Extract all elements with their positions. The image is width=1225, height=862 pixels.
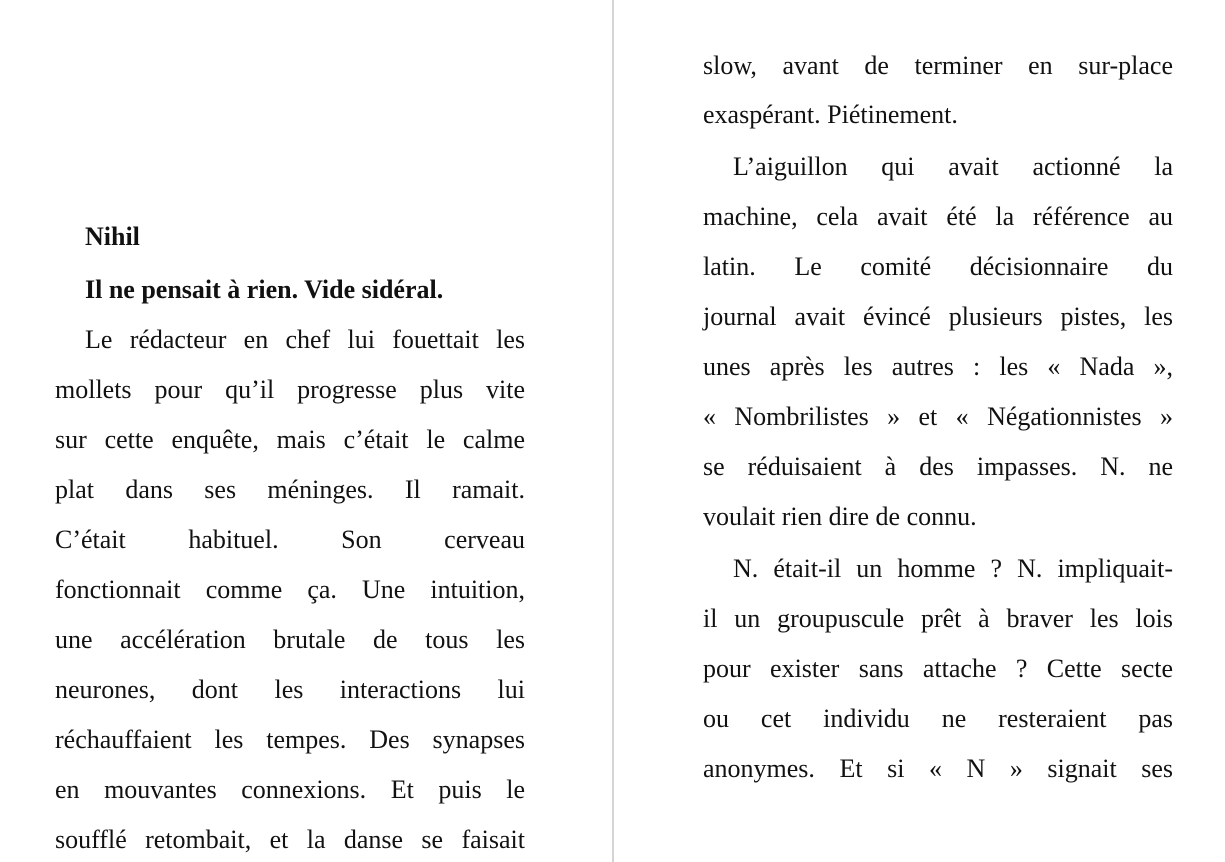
text-line: en mouvantes connexions. Et puis le <box>55 775 525 804</box>
text-line: plat dans ses méninges. Il ramait. <box>55 475 525 504</box>
text-line: unes après les autres : les « Nada », <box>703 352 1173 381</box>
chapter-title: Nihil <box>85 222 140 251</box>
text-line: réchauffaient les tempes. Des synapses <box>55 725 525 754</box>
text-line: journal avait évincé plusieurs pistes, les <box>703 302 1173 331</box>
text-line: neurones, dont les interactions lui <box>55 675 525 704</box>
text-line: Le rédacteur en chef lui fouettait les <box>85 325 525 354</box>
right-page <box>615 0 1225 862</box>
text-line: « Nombrilistes » et « Négationnistes » <box>703 402 1173 431</box>
left-page <box>0 0 612 862</box>
text-line: N. était-il un homme ? N. impliquait- <box>733 554 1173 583</box>
text-line: se réduisaient à des impasses. N. ne <box>703 452 1173 481</box>
page-divider <box>612 0 614 862</box>
text-line: L’aiguillon qui avait actionné la <box>733 152 1173 181</box>
text-line: exaspérant. Piétinement. <box>703 100 958 129</box>
text-line: anonymes. Et si « N » signait ses <box>703 754 1173 783</box>
text-line: ou cet individu ne resteraient pas <box>703 704 1173 733</box>
text-line: pour exister sans attache ? Cette secte <box>703 654 1173 683</box>
text-line: voulait rien dire de connu. <box>703 502 977 531</box>
text-line: slow, avant de terminer en sur-place <box>703 51 1173 80</box>
text-line: machine, cela avait été la référence au <box>703 202 1173 231</box>
text-line: soufflé retombait, et la danse se faisait <box>55 825 525 854</box>
text-line: mollets pour qu’il progresse plus vite <box>55 375 525 404</box>
text-line: latin. Le comité décisionnaire du <box>703 252 1173 281</box>
text-line: fonctionnait comme ça. Une intuition, <box>55 575 525 604</box>
text-line: C’était habituel. Son cerveau <box>55 525 525 554</box>
text-line: sur cette enquête, mais c’était le calme <box>55 425 525 454</box>
text-line: il un groupuscule prêt à braver les lois <box>703 604 1173 633</box>
chapter-subtitle: Il ne pensait à rien. Vide sidéral. <box>85 275 444 304</box>
text-line: une accélération brutale de tous les <box>55 625 525 654</box>
